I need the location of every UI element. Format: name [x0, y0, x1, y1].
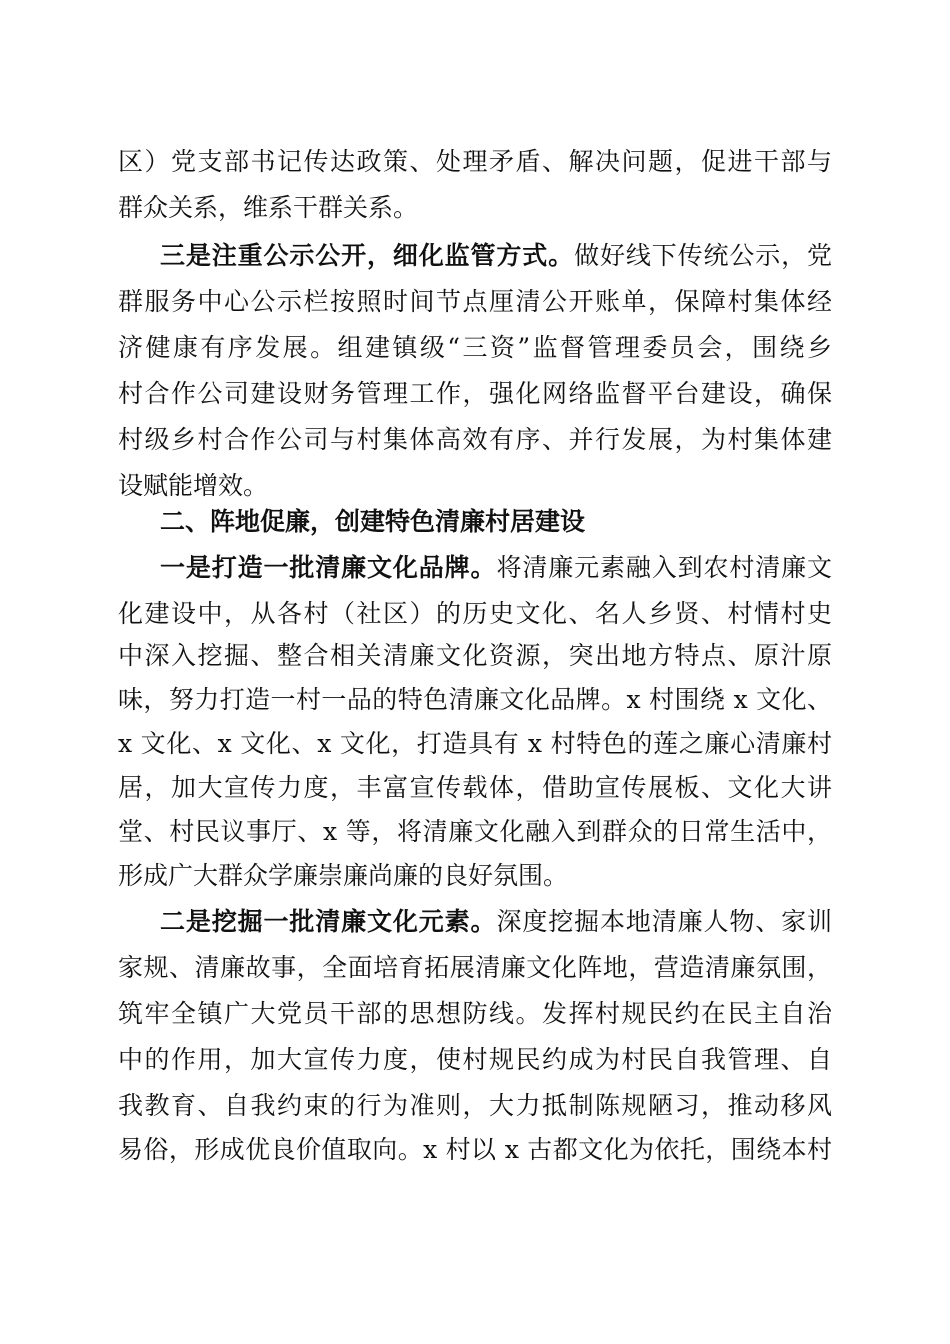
paragraph-first-line [160, 545, 832, 591]
text-line: 我教育、自我约束的行为准则，大力抵制陈规陋习，推动移风 [118, 1091, 832, 1120]
text-line: 区）党支部书记传达政策、处理矛盾、解决问题，促进干部与 [118, 147, 832, 176]
text-line: 济健康有序发展。组建镇级“三资”监督管理委员会，围绕乡 [118, 333, 832, 362]
text-line: 群众关系，维系干群关系。 [118, 193, 419, 222]
paragraph-lead: 三是注重公示公开，细化监管方式。 [160, 241, 575, 270]
paragraph-first-line [160, 899, 832, 945]
text-run: 深度挖掘本地清廉人物、家训 [496, 907, 832, 936]
text-run: 做好线下传统公示，党 [574, 241, 832, 270]
text-line: 味，努力打造一村一品的特色清廉文化品牌。x 村围绕 x 文化、 [118, 685, 832, 714]
text-line: 中深入挖掘、整合相关清廉文化资源，突出地方特点、原汁原 [118, 641, 832, 670]
section-heading: 二、阵地促廉，创建特色清廉村居建设 [160, 507, 586, 536]
paragraph-first-line [160, 233, 832, 279]
text-line: 化建设中，从各村（社区）的历史文化、名人乡贤、村情村史 [118, 599, 832, 628]
text-line: 筑牢全镇广大党员干部的思想防线。发挥村规民约在民主自治 [118, 999, 832, 1028]
text-line: 中的作用，加大宣传力度，使村规民约成为村民自我管理、自 [118, 1045, 832, 1074]
text-line: 设赋能增效。 [118, 471, 269, 500]
text-line: 居，加大宣传力度，丰富宣传载体，借助宣传展板、文化大讲 [118, 773, 832, 802]
text-line: 堂、村民议事厅、x 等，将清廉文化融入到群众的日常生活中， [118, 817, 832, 846]
text-line: 群服务中心公示栏按照时间节点厘清公开账单，保障村集体经 [118, 287, 832, 316]
text-run: 将清廉元素融入到农村清廉文 [496, 553, 832, 582]
text-line: x 文化、x 文化、x 文化，打造具有 x 村特色的莲之廉心清廉村 [118, 729, 832, 758]
text-line: 形成广大群众学廉崇廉尚廉的良好氛围。 [118, 861, 569, 890]
text-line: 家规、清廉故事，全面培育拓展清廉文化阵地，营造清廉氛围， [118, 953, 832, 982]
paragraph-lead: 一是打造一批清廉文化品牌。 [160, 553, 497, 582]
text-line: 村合作公司建设财务管理工作，强化网络监督平台建设，确保 [118, 379, 832, 408]
paragraph-lead: 二是挖掘一批清廉文化元素。 [160, 907, 497, 936]
text-line: 村级乡村合作公司与村集体高效有序、并行发展，为村集体建 [118, 425, 832, 454]
text-line: 易俗，形成优良价值取向。x 村以 x 古都文化为依托，围绕本村 [118, 1135, 832, 1164]
